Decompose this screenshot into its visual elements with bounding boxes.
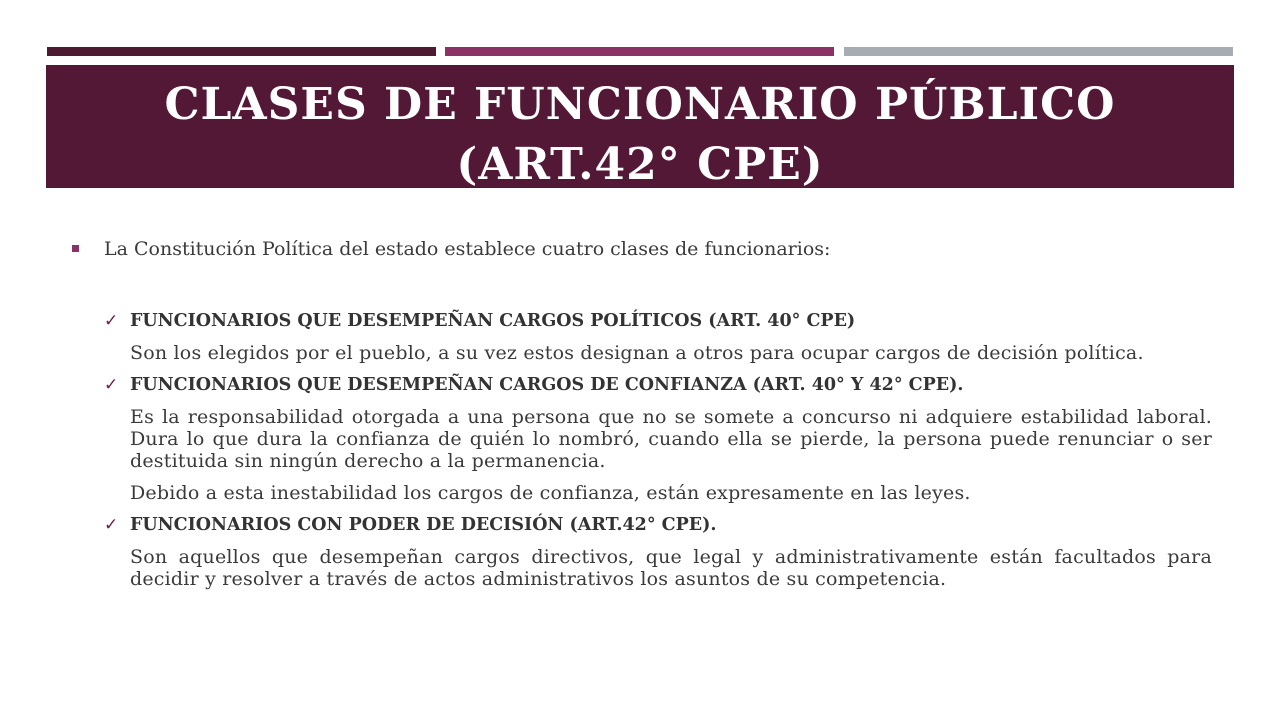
list-item-heading bbox=[72, 514, 1212, 536]
lead-text: La Constitución Política del estado establece cuatro clases de funcionarios: bbox=[104, 238, 831, 260]
lead-bullet bbox=[72, 238, 1212, 272]
checkmark-icon: ✓ bbox=[104, 375, 119, 395]
list-item-heading bbox=[72, 374, 1212, 396]
classes-list bbox=[72, 310, 1212, 590]
list-item-paragraph: Debido a esta inestabilidad los cargos de confianza, están expresamente en las leyes. bbox=[130, 482, 971, 504]
slide-title bbox=[46, 75, 1234, 188]
checkmark-icon: ✓ bbox=[104, 515, 119, 535]
list-item-paragraph: Son aquellos que desempeñan cargos directivos, que legal y administrativamente están facultados para decidir y resolver a través de actos administrativos los asuntos de su competencia. bbox=[130, 546, 1212, 590]
slide-content bbox=[72, 238, 1212, 602]
square-bullet-icon bbox=[72, 245, 79, 252]
decorative-bar-right bbox=[844, 47, 1233, 56]
list-item-heading bbox=[72, 310, 1212, 332]
decorative-bar-middle bbox=[445, 47, 834, 56]
heading-text: FUNCIONARIOS CON PODER DE DECISIÓN (ART.42° CPE). bbox=[130, 515, 717, 535]
heading-text: FUNCIONARIOS QUE DESEMPEÑAN CARGOS POLÍTICOS (ART. 40° CPE) bbox=[130, 311, 856, 331]
slide-title-line-2: (ART.42° CPE) bbox=[456, 139, 824, 188]
heading-text: FUNCIONARIOS QUE DESEMPEÑAN CARGOS DE CONFIANZA (ART. 40° Y 42° CPE). bbox=[130, 375, 964, 395]
slide-title-line-1: CLASES DE FUNCIONARIO PÚBLICO bbox=[164, 79, 1116, 130]
title-band bbox=[46, 65, 1234, 188]
list-item-paragraph: Es la responsabilidad otorgada a una persona que no se somete a concurso ni adquiere estabilidad laboral. Dura lo que dura la confianza de quién lo nombró, cuando ella se pierde, la persona puede renunciar o ser destituida sin ningún derecho a la permanencia. bbox=[130, 406, 1212, 472]
list-item-paragraph: Son los elegidos por el pueblo, a su vez estos designan a otros para ocupar cargos de decisión política. bbox=[130, 342, 1144, 364]
decorative-bar-left bbox=[47, 47, 436, 56]
checkmark-icon: ✓ bbox=[104, 311, 119, 331]
